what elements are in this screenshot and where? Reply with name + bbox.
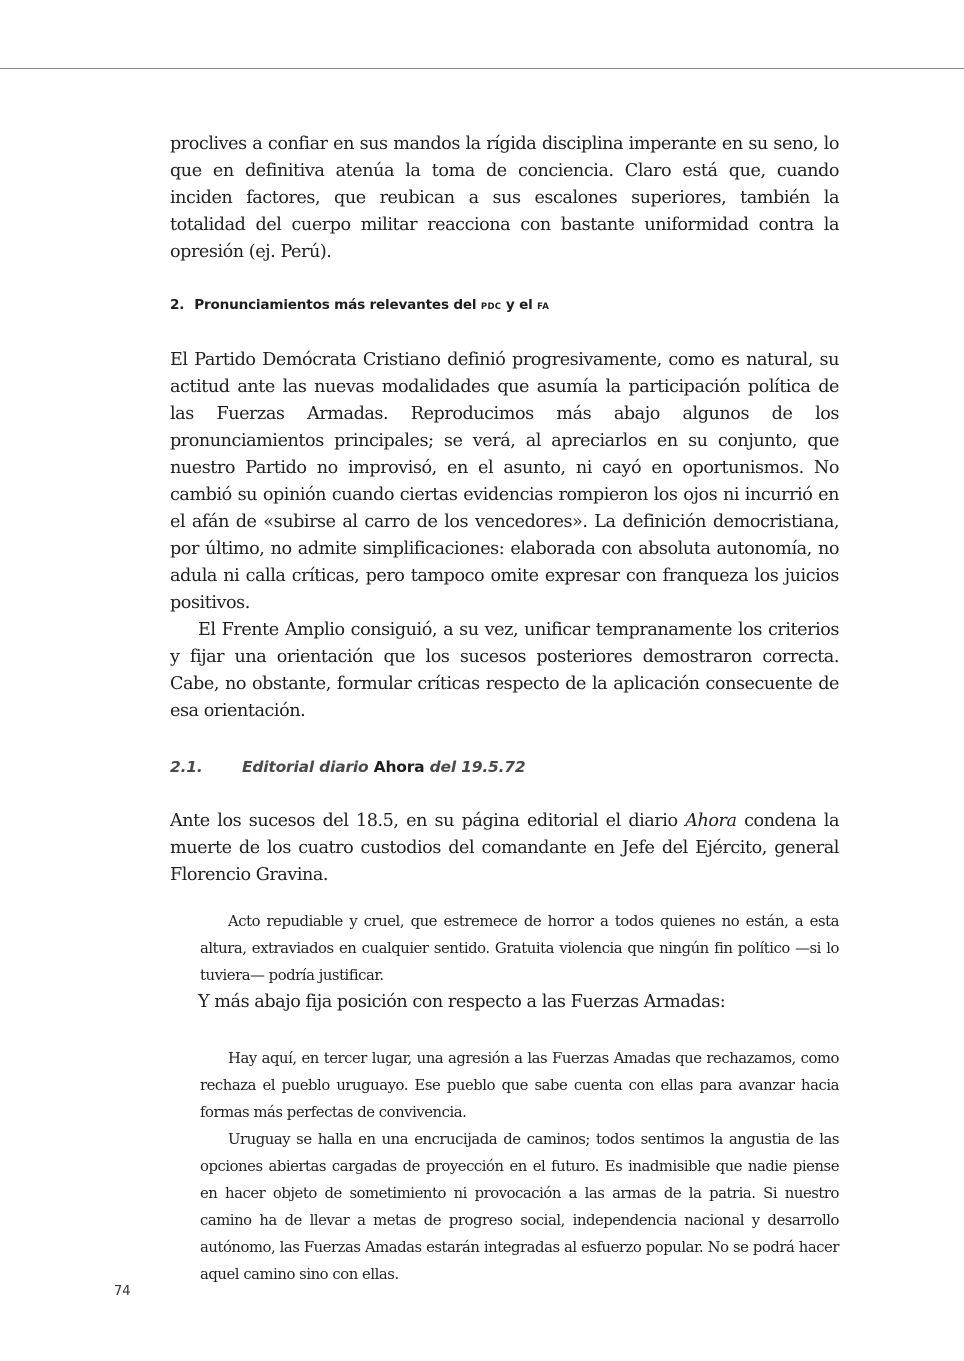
quote-1: Acto repudiable y cruel, que estremece de horror a todos quienes no están, a esta altura, extraviados en cualquier sentido. Gratuita violencia que ningún fin político —si lo tuviera— podría justificar. [200, 913, 839, 984]
page-number: 74 [114, 1284, 131, 1299]
section-2-paragraph-2: El Frente Amplio consiguió, a su vez, unificar tempranamente los criterios y fijar una orientación que los sucesos posteriores demostraron correcta. Cabe, no obstante, formular críticas respecto de la aplicación consecuente de esa orientación. [170, 620, 839, 721]
section-2-1-heading [170, 756, 839, 778]
section-2-1-number: 2.1. [170, 758, 203, 776]
para-pre: Ante los sucesos del 18.5, en su página editorial el diario [170, 811, 686, 831]
para-post: condena la muerte de los cuatro custodios del comandante en Jefe del Ejército, general Florencio Gravina. [170, 811, 840, 885]
section-2-title-part2: y el [501, 297, 538, 313]
page-content [170, 131, 839, 1288]
abbr-fa: FA [537, 302, 550, 312]
quote-3: Uruguay se halla en una encrucijada de caminos; todos sentimos la angustia de las opciones abiertas cargadas de proyección en el futuro. Es inadmisible que nadie piense en hacer objeto de sometimiento ni provocación a las armas de la patria. Si nuestro camino ha de llevar a metas de progreso social, independencia nacional y desarrollo autónomo, las Fuerzas Amadas estarán integradas al esfuerzo popular. No se podrá hacer aquel camino sino con ellas. [200, 1131, 839, 1283]
section-2-paragraph-1: El Partido Demócrata Cristiano definió progresivamente, como es natural, su actitud ante las nuevas modalidades que asumía la participación política de las Fuerzas Armadas. Reproducimos más abajo algunos de los pronunciamientos principales; se verá, al apreciarlos en su conjunto, que nuestro Partido no improvisó, en el asunto, ni cayó en oportunismos. No cambió su opinión cuando ciertas evidencias rompieron los ojos ni incurrió en el afán de «subirse al carro de los vencedores». La definición democristiana, por último, no admite simplificaciones: elaborada con absoluta autonomía, no adula ni calla críticas, pero tampoco omite expresar con franqueza los juicios positivos. [170, 350, 839, 613]
lead-in-line: Y más abajo fija posición con respecto a las Fuerzas Armadas: [198, 992, 726, 1012]
section-2-1-title-pre: Editorial diario [242, 758, 374, 776]
para-publication: Ahora [685, 811, 737, 831]
header-rule [0, 68, 964, 69]
intro-paragraph: proclives a confiar en sus mandos la rígida disciplina imperante en su seno, lo que en definitiva atenúa la toma de conciencia. Claro está que, cuando inciden factores, que reubican a sus escalones superiores, también la totalidad del cuerpo militar reacciona con bastante uniformidad contra la opresión (ej. Perú). [170, 134, 839, 262]
section-2-1-paragraph [170, 808, 839, 889]
quote-2: Hay aquí, en tercer lugar, una agresión a las Fuerzas Amadas que rechazamos, como rechaza el pueblo uruguayo. Ese pueblo que sabe cuenta con ellas para avanzar hacia formas más perfectas de convivencia. [200, 1050, 839, 1121]
abbr-pdc: PDC [480, 302, 502, 312]
section-2-heading [170, 295, 839, 317]
section-2-title-part1: Pronunciamientos más relevantes del [194, 297, 481, 313]
section-2-1-title-post: del 19.5.72 [424, 758, 526, 776]
section-2-number: 2. [170, 297, 185, 313]
publication-name: Ahora [373, 758, 425, 776]
